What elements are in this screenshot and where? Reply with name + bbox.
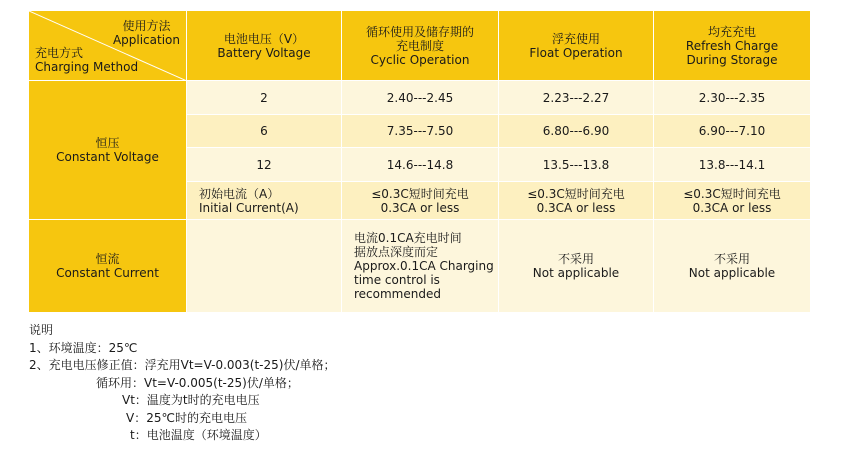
side-label-cn: 恒流: [95, 252, 120, 266]
table-cell: 13.5---13.8: [499, 148, 654, 182]
header-battery-voltage: [187, 11, 342, 81]
cell-text: 据放点深度而定: [354, 245, 439, 259]
table-cell: [342, 220, 499, 313]
notes-line: V：25℃时的充电电压: [126, 410, 247, 425]
header-text: During Storage: [686, 52, 778, 67]
cell-text: recommended: [354, 287, 441, 301]
header-text: 均充充电: [707, 24, 756, 39]
header-text: Battery Voltage: [217, 45, 311, 60]
notes-title: 说明: [29, 323, 54, 337]
corner-application-cn: 使用方法: [122, 19, 171, 33]
cell-text: Approx.0.1CA Charging: [354, 259, 494, 273]
cell-text: 0.3CA or less: [692, 200, 772, 215]
cell-text: 电流0.1CA充电时间: [354, 231, 462, 245]
corner-application: [113, 19, 180, 47]
corner-method-en: Charging Method: [35, 60, 139, 74]
table-cell: [499, 182, 654, 220]
header-cyclic-operation: [342, 11, 499, 81]
table-cell: [499, 220, 654, 313]
cell-text: 0.3CA or less: [380, 200, 460, 215]
notes-section: [29, 322, 336, 445]
table-cell: 14.6---14.8: [342, 148, 499, 182]
cell-text: 不采用: [713, 252, 750, 266]
table-cell: [654, 182, 811, 220]
header-text: Float Operation: [529, 45, 623, 60]
header-refresh-charge: [654, 11, 811, 81]
table-cell: [187, 220, 342, 313]
cell-text: 初始电流（A）: [199, 186, 280, 201]
table-cell: 6.90---7.10: [654, 115, 811, 148]
header-text: Refresh Charge: [685, 38, 779, 53]
cell-text: ≤0.3C短时间充电: [371, 186, 469, 201]
charging-table: [29, 11, 811, 313]
side-label-en: Constant Current: [56, 266, 159, 280]
table-cell: 6.80---6.90: [499, 115, 654, 148]
table-cell: 2.40---2.45: [342, 81, 499, 115]
initial-current-label: [187, 182, 342, 220]
table-cell: 13.8---14.1: [654, 148, 811, 182]
corner-method-cn: 充电方式: [35, 46, 84, 60]
table-cell: 6: [187, 115, 342, 148]
cell-text: Not applicable: [532, 266, 620, 280]
table-cell: 2.23---2.27: [499, 81, 654, 115]
cell-text: ≤0.3C短时间充电: [527, 186, 625, 201]
header-text: 电池电压（V）: [223, 31, 305, 46]
table-corner-cell: [29, 11, 187, 81]
cell-text: ≤0.3C短时间充电: [683, 186, 781, 201]
notes-line: 1、环境温度：25℃: [29, 340, 138, 355]
constant-current-label: [29, 220, 187, 313]
cell-text: time control is: [354, 273, 440, 287]
table-cell: 2: [187, 81, 342, 115]
notes-line: 2、充电电压修正值：浮充用Vt=V-0.003(t-25)伏/单格；: [29, 358, 336, 372]
table-cell: [654, 220, 811, 313]
cell-text: 0.3CA or less: [536, 200, 616, 215]
table-cell: 2.30---2.35: [654, 81, 811, 115]
cell-text: Not applicable: [688, 266, 776, 280]
notes-line: 循环用：Vt=V-0.005(t-25)伏/单格；: [96, 375, 299, 390]
cell-text: Initial Current(A): [199, 200, 299, 215]
table-cell: 7.35---7.50: [342, 115, 499, 148]
side-label-en: Constant Voltage: [56, 150, 159, 164]
cell-text: 不采用: [557, 252, 594, 266]
side-label-cn: 恒压: [95, 136, 120, 150]
header-text: Cyclic Operation: [370, 52, 470, 67]
table-cell: [342, 182, 499, 220]
table-cell: 12: [187, 148, 342, 182]
corner-charging-method: [35, 46, 138, 74]
header-float-operation: [499, 11, 654, 81]
header-text: 循环使用及储存期的: [365, 24, 474, 39]
corner-application-en: Application: [112, 33, 180, 47]
header-text: 充电制度: [395, 38, 444, 53]
constant-voltage-label: [29, 81, 187, 220]
header-text: 浮充使用: [551, 31, 600, 46]
notes-line: t：电池温度（环境温度）: [130, 428, 267, 442]
notes-line: Vt：温度为t时的充电电压: [122, 393, 260, 407]
